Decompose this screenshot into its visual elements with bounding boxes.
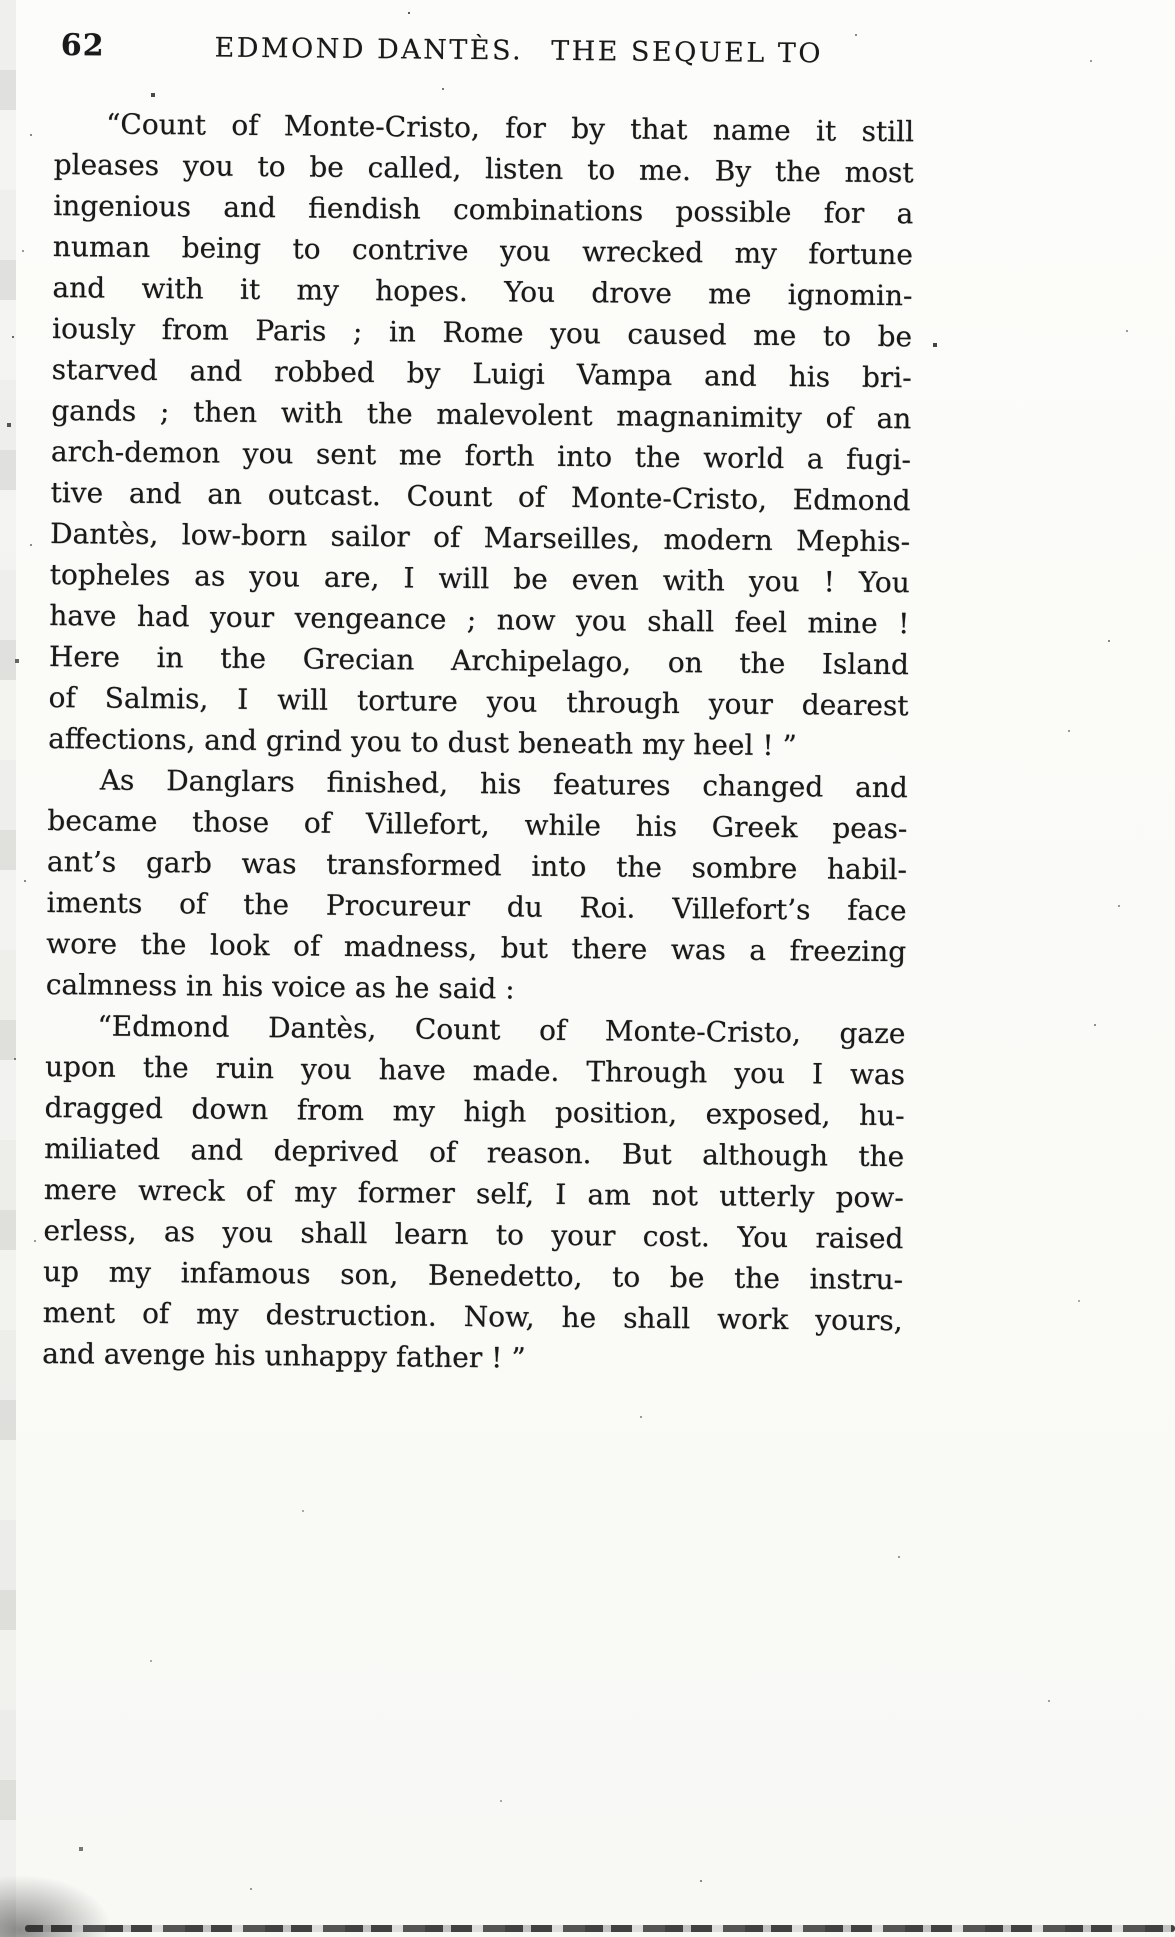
scan-left-streak — [0, 0, 16, 1937]
text-line: “Edmond Dantès, Count of Monte-Cristo, gaze — [97, 1009, 906, 1051]
text-line: of Salmis, I will torture you through your dearest — [48, 680, 909, 723]
text-line: “Count of Monte-Cristo, for by that name it still — [105, 107, 915, 149]
text-line: became those of Villefort, while his Greek peas- — [47, 803, 908, 846]
text-line: starved and robbed by Luigi Vampa and his bri- — [51, 352, 912, 395]
scan-edge — [25, 1925, 1175, 1932]
text-line: ingenious and fiendish combinations possible for a — [53, 188, 914, 231]
text-line: gands ; then with the malevolent magnanimity of an — [51, 393, 912, 436]
text-line: Here in the Grecian Archipelago, on the Island — [48, 639, 910, 682]
running-title: EDMOND DANTÈS. — [214, 32, 524, 67]
text-line: ant’s garb was transformed into the sombre habil- — [46, 844, 908, 887]
text-line: mere wreck of my former self, I am not utterly pow- — [43, 1172, 904, 1215]
text-line: numan being to contrive you wrecked my fortune — [52, 229, 914, 272]
text-line: miliated and deprived of reason. But although the — [44, 1131, 905, 1174]
text-line: arch-demon you sent me forth into the world a fugi- — [50, 434, 912, 477]
text-line: tive and an outcast. Count of Monte-Cristo, Edmond — [50, 475, 911, 518]
text-line: affections, and grind you to dust beneath my heel ! ” — [48, 721, 797, 763]
text-line: pleases you to be called, listen to me. By the most — [53, 147, 914, 190]
page-header — [61, 28, 915, 71]
paragraph — [46, 759, 908, 1013]
text-line: As Danglars finished, his features changed and — [99, 763, 908, 805]
text-line: and with it my hopes. You drove me ignomin- — [52, 270, 913, 313]
paragraph — [48, 103, 914, 767]
text-line: iously from Paris ; in Rome you caused me to be — [51, 311, 913, 354]
text-block — [42, 103, 914, 1382]
text-line: up my infamous son, Benedetto, to be the instru- — [42, 1254, 904, 1297]
scan-corner-stain — [0, 1867, 125, 1937]
text-line: dragged down from my high position, exposed, hu- — [44, 1090, 905, 1133]
page-number: 62 — [60, 28, 105, 64]
running-subtitle: THE SEQUEL TO — [551, 35, 824, 70]
text-line: and avenge his unhappy father ! ” — [42, 1336, 526, 1375]
text-line: ment of my destruction. Now, he shall work yours, — [42, 1295, 903, 1338]
text-line: Dantès, low-born sailor of Marseilles, modern Mephis- — [49, 516, 911, 559]
text-line: upon the ruin you have made. Through you I was — [44, 1049, 906, 1092]
scan-noise-speckles — [0, 0, 2, 2]
book-page — [42, 28, 915, 1382]
text-line: calmness in his voice as he said : — [45, 967, 515, 1006]
text-line: topheles as you are, I will be even with you ! You — [49, 557, 910, 600]
paragraph — [42, 1005, 906, 1382]
text-line: iments of the Procureur du Roi. Villefort’s face — [46, 885, 907, 928]
text-line: have had your vengeance ; now you shall feel mine ! — [49, 598, 910, 641]
text-line: erless, as you shall learn to your cost. You raised — [43, 1213, 904, 1256]
text-line: wore the look of madness, but there was a freezing — [46, 926, 907, 969]
